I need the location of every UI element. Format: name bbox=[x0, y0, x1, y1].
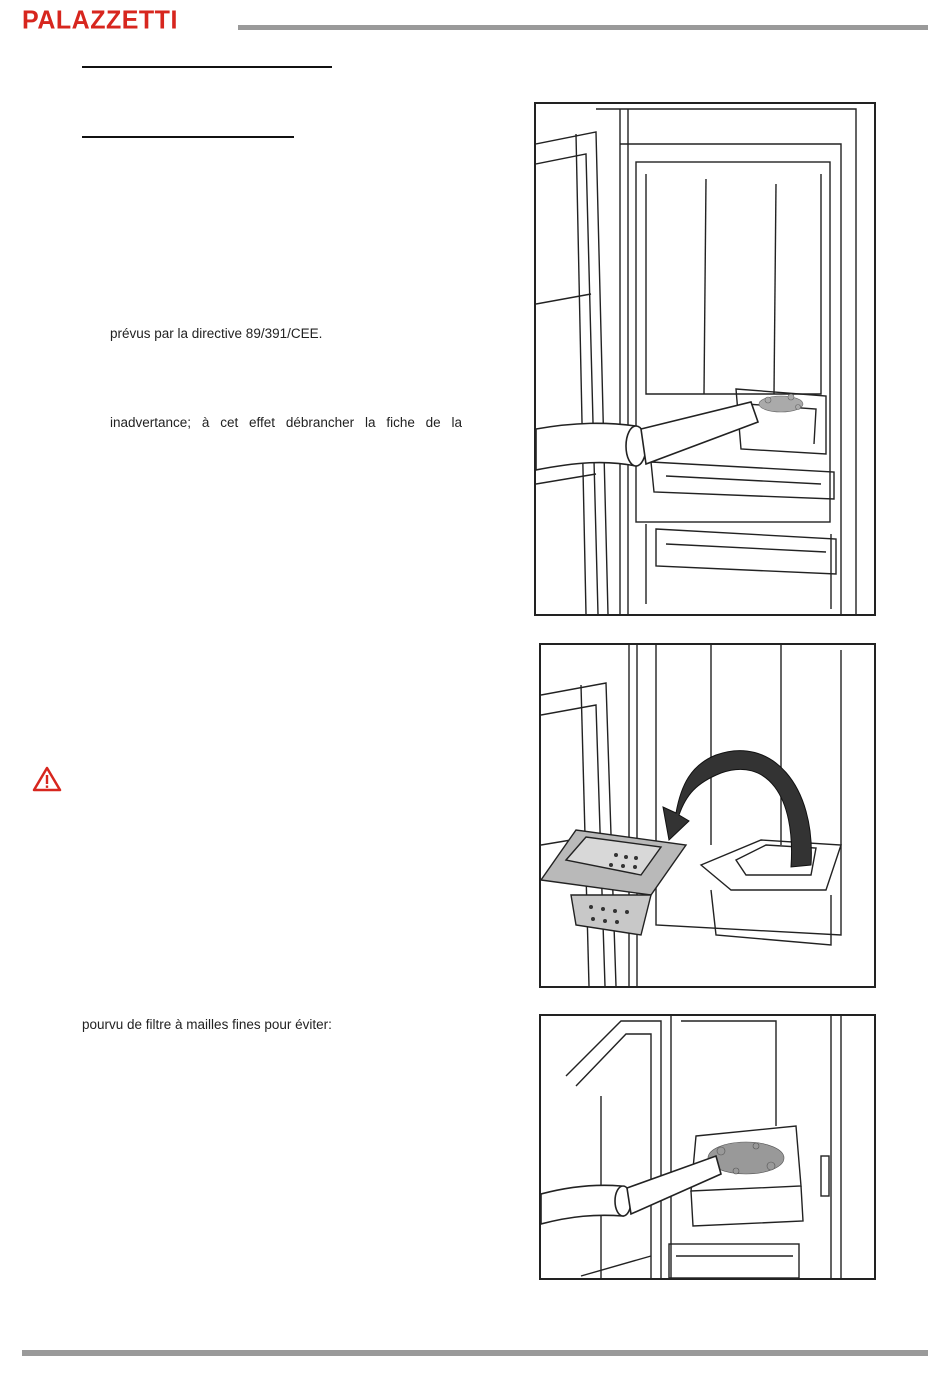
header-divider bbox=[238, 25, 928, 30]
burn-pot-removal-illustration bbox=[541, 645, 874, 986]
illustration-remove-burn-pot bbox=[539, 643, 876, 988]
subsection-title-underline bbox=[82, 136, 294, 138]
brand-logo: PALAZZETTI bbox=[22, 5, 178, 35]
section-title-underline bbox=[82, 66, 332, 68]
ash-vacuum-illustration bbox=[541, 1016, 874, 1278]
paragraph-directive: prévus par la directive 89/391/CEE. bbox=[110, 326, 323, 341]
paragraph-filter: pourvu de filtre à mailles fines pour éviter: bbox=[82, 1017, 332, 1032]
illustration-vacuum-ash bbox=[539, 1014, 876, 1280]
paragraph-unplug: inadvertance; à cet effet débrancher la fiche de la bbox=[110, 415, 462, 430]
warning-triangle-icon bbox=[32, 766, 62, 792]
footer-divider bbox=[22, 1350, 928, 1356]
stove-vacuum-illustration bbox=[536, 104, 874, 614]
illustration-vacuum-firebox bbox=[534, 102, 876, 616]
